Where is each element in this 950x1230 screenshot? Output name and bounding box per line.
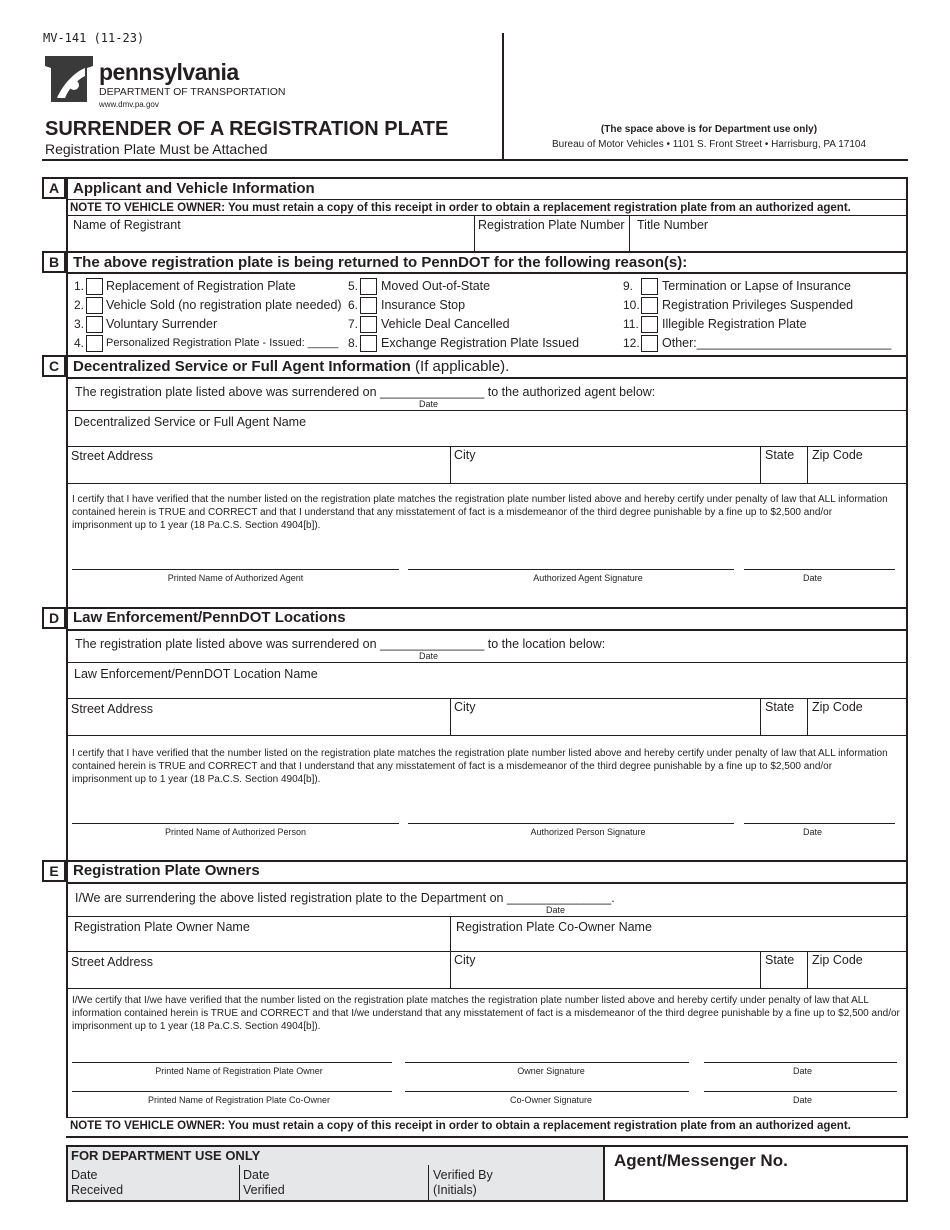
divider [66,410,908,411]
owner-certification-text: I/We certify that I/we have verified that the number listed on the registration plate matches the registration plate number listed above and hereby certify under penalty of law that ALL information contained herein is TRUE and CORRECT and that I/we understand that any misstatement of fact is a misdemeanor of the third degree punishable by a fine up to $2,500 and/or imprisonment up to 1 year (18 Pa.C.S. Section 4904[b]). [72,995,900,1032]
location-certification-text: I certify that I have verified that the number listed on the registration plate matches the registration plate number listed above and hereby certify under penalty of law that ALL information contained herein is TRUE and CORRECT and that I understand that any misstatement of fact is a misdemeanor of the third degree punishable by a fine up to $2,500 and/or imprisonment up to 1 year (18 Pa.C.S. Section 4904[b]). [72,748,888,785]
reason-9-checkbox[interactable] [641,278,658,295]
agent-surrender-date-field[interactable]: The registration plate listed above was surrendered on _______________ to the authorized agent below: [75,385,656,399]
reason-11-checkbox[interactable] [641,316,658,333]
date-verified-label-2: Verified [243,1183,285,1197]
divider [66,662,908,663]
reason-10-checkbox[interactable] [641,297,658,314]
form-number: MV-141 (11-23) [43,31,145,45]
divider [239,1165,240,1202]
reason-2-number: 2. [74,298,85,312]
reason-2-label: Vehicle Sold (no registration plate needed) [106,298,342,312]
owner-signature-caption: Owner Signature [517,1066,585,1076]
reason-5-label: Moved Out-of-State [381,279,491,293]
divider [66,215,908,216]
divider [450,951,451,988]
location-state-field[interactable]: State [765,700,795,714]
section-e-letter: E [42,860,66,882]
form-right-border [906,177,908,1118]
section-b-letter: B [42,251,66,273]
section-c-title-note: (If applicable). [415,358,510,375]
reason-7-number: 7. [348,317,359,331]
divider [450,916,451,951]
owner-city-field[interactable]: City [454,953,476,967]
agent-certification-text: I certify that I have verified that the number listed on the registration plate matches the registration plate number listed above and hereby certify under penalty of law that ALL information contained herein is TRUE and CORRECT and that I understand that any misstatement of fact is a misdemeanor of the third degree punishable by a fine up to $2,500 and/or imprisonment up to 1 year (18 Pa.C.S. Section 4904[b]). [72,494,888,531]
owner-printed-name-caption: Printed Name of Registration Plate Owner [155,1066,323,1076]
location-street-field[interactable]: Street Address [71,702,153,716]
reason-3-label: Voluntary Surrender [106,317,218,331]
agent-zip-field[interactable]: Zip Code [812,448,863,462]
reason-12-checkbox[interactable] [641,335,658,352]
divider [760,698,761,735]
owner-street-field[interactable]: Street Address [71,955,153,969]
owner-state-field[interactable]: State [765,953,795,967]
reason-4-number: 4. [74,336,85,350]
coowner-date-line[interactable] [704,1091,897,1092]
divider [66,916,908,917]
reason-11-label: Illegible Registration Plate [662,317,807,331]
agent-name-field[interactable]: Decentralized Service or Full Agent Name [74,415,307,429]
reason-10-label: Registration Privileges Suspended [662,298,854,312]
divider [66,446,908,447]
divider [807,698,808,735]
reason-4-checkbox[interactable] [86,335,103,352]
logo-department: DEPARTMENT OF TRANSPORTATION [99,86,286,98]
section-a-top-border [66,177,908,179]
verified-by-label: Verified By [433,1168,493,1182]
section-e-title: Registration Plate Owners [73,862,260,879]
section-a-note: NOTE TO VEHICLE OWNER: You must retain a copy of this receipt in order to obtain a replacement registration plate from an authorized agent. [70,202,851,214]
owner-date-line[interactable] [704,1062,897,1063]
person-signature-caption: Authorized Person Signature [530,827,646,837]
reason-3-checkbox[interactable] [86,316,103,333]
section-c-title [73,358,509,375]
logo-wordmark: pennsylvania [99,59,239,85]
person-printed-name-line[interactable] [72,823,399,824]
date-verified-label: Date [243,1168,270,1182]
reason-3-number: 3. [74,317,85,331]
location-zip-field[interactable]: Zip Code [812,700,863,714]
section-c-letter: C [42,355,66,377]
divider [450,446,451,483]
reason-9-number: 9. [623,279,634,293]
title-number-field[interactable]: Title Number [637,218,709,232]
divider [474,215,475,252]
coowner-date-caption: Date [792,1095,812,1105]
section-c-top-border [66,355,908,357]
form-left-border [66,177,68,1118]
department-use-title: FOR DEPARTMENT USE ONLY [71,1148,261,1163]
reason-1-number: 1. [74,279,85,293]
section-b-top-border [66,251,908,253]
reason-12-number: 12. [623,336,640,350]
divider [66,698,908,699]
divider [760,951,761,988]
reason-10-number: 10. [623,298,640,312]
reason-5-checkbox[interactable] [360,278,377,295]
reason-8-label: Exchange Registration Plate Issued [381,336,580,350]
person-signature-line[interactable] [408,823,734,824]
reason-7-checkbox[interactable] [360,316,377,333]
divider [807,951,808,988]
reason-1-label: Replacement of Registration Plate [106,279,296,293]
agent-date-caption: Date [802,573,822,583]
keystone-logo-icon [43,54,95,104]
divider [66,377,908,379]
coowner-signature-caption: Co-Owner Signature [509,1095,593,1105]
agent-state-field[interactable]: State [765,448,795,462]
department-space-note: (The space above is for Department use only) [600,124,818,135]
reason-9-label: Termination or Lapse of Insurance [662,279,851,293]
coowner-name-field[interactable]: Registration Plate Co-Owner Name [456,920,652,934]
section-b-title: The above registration plate is being returned to PennDOT for the following reason(s): [73,254,688,271]
reason-6-number: 6. [348,298,359,312]
page-title: SURRENDER OF A REGISTRATION PLATE [45,118,449,140]
verified-by-label-2: (Initials) [433,1183,477,1197]
reason-6-label: Insurance Stop [381,298,466,312]
page-subtitle: Registration Plate Must be Attached [45,141,268,157]
agent-printed-name-line[interactable] [72,569,399,570]
location-surrender-date-field[interactable]: The registration plate listed above was surrendered on _______________ to the location below: [75,637,606,651]
reason-8-checkbox[interactable] [360,335,377,352]
agent-messenger-number-label: Agent/Messenger No. [614,1151,788,1170]
coowner-signature-line[interactable] [405,1091,689,1092]
reason-11-number: 11. [623,317,639,331]
divider [428,1165,429,1202]
header-divider [502,33,504,160]
section-c-title-text: Decentralized Service or Full Agent Information [73,358,411,375]
agent-printed-name-caption: Printed Name of Authorized Agent [167,573,304,583]
reason-6-checkbox[interactable] [360,297,377,314]
divider [66,483,908,484]
location-city-field[interactable]: City [454,700,476,714]
header-rule [42,159,908,161]
section-e-note: NOTE TO VEHICLE OWNER: You must retain a copy of this receipt in order to obtain a replacement registration plate from an authorized agent. [70,1120,851,1132]
section-e-bottom-border [66,1136,908,1138]
reason-2-checkbox[interactable] [86,297,103,314]
location-name-field[interactable]: Law Enforcement/PennDOT Location Name [74,667,318,681]
reason-8-number: 8. [348,336,359,350]
divider [66,735,908,736]
plate-number-field[interactable]: Registration Plate Number [478,218,625,232]
divider [66,951,908,952]
reason-4-label: Personalized Registration Plate - Issued: _____ [106,337,339,349]
divider [66,1117,908,1118]
agent-date-line[interactable] [744,569,895,570]
divider [66,199,908,200]
agent-signature-caption: Authorized Agent Signature [533,573,643,583]
owner-zip-field[interactable]: Zip Code [812,953,863,967]
person-date-caption: Date [802,827,822,837]
date-caption: Date [419,399,439,409]
date-caption: Date [419,651,439,661]
reason-1-checkbox[interactable] [86,278,103,295]
owner-surrender-date-field[interactable]: I/We are surrendering the above listed registration plate to the Department on _______________. [75,891,615,905]
agent-signature-line[interactable] [408,569,734,570]
section-d-title: Law Enforcement/PennDOT Locations [73,609,346,626]
date-caption: Date [546,905,566,915]
owner-signature-line[interactable] [405,1062,689,1063]
registrant-name-field[interactable]: Name of Registrant [73,218,181,232]
divider [66,882,908,884]
agent-city-field[interactable]: City [454,448,476,462]
divider [760,446,761,483]
reason-7-label: Vehicle Deal Cancelled [381,317,510,331]
divider [450,698,451,735]
bureau-address: Bureau of Motor Vehicles • 1101 S. Front Street • Harrisburg, PA 17104 [551,139,867,150]
date-received-label: Date [71,1168,98,1182]
agent-street-field[interactable]: Street Address [71,449,153,463]
person-date-line[interactable] [744,823,895,824]
owner-printed-name-line[interactable] [72,1062,392,1063]
owner-date-caption: Date [792,1066,812,1076]
reason-12-label[interactable]: Other:____________________________ [662,336,892,350]
section-a-title: Applicant and Vehicle Information [73,180,315,197]
owner-name-field[interactable]: Registration Plate Owner Name [74,920,250,934]
section-a-letter: A [42,177,66,199]
divider [66,988,908,989]
coowner-printed-name-line[interactable] [72,1091,392,1092]
person-printed-name-caption: Printed Name of Authorized Person [164,827,307,837]
divider [66,629,908,631]
divider [629,215,630,252]
divider [66,272,908,274]
section-d-letter: D [42,607,66,629]
logo-website: www.dmv.pa.gov [99,100,159,109]
date-received-label-2: Received [71,1183,124,1197]
divider [807,446,808,483]
coowner-printed-name-caption: Printed Name of Registration Plate Co-Owner [147,1095,331,1105]
reason-5-number: 5. [348,279,359,293]
